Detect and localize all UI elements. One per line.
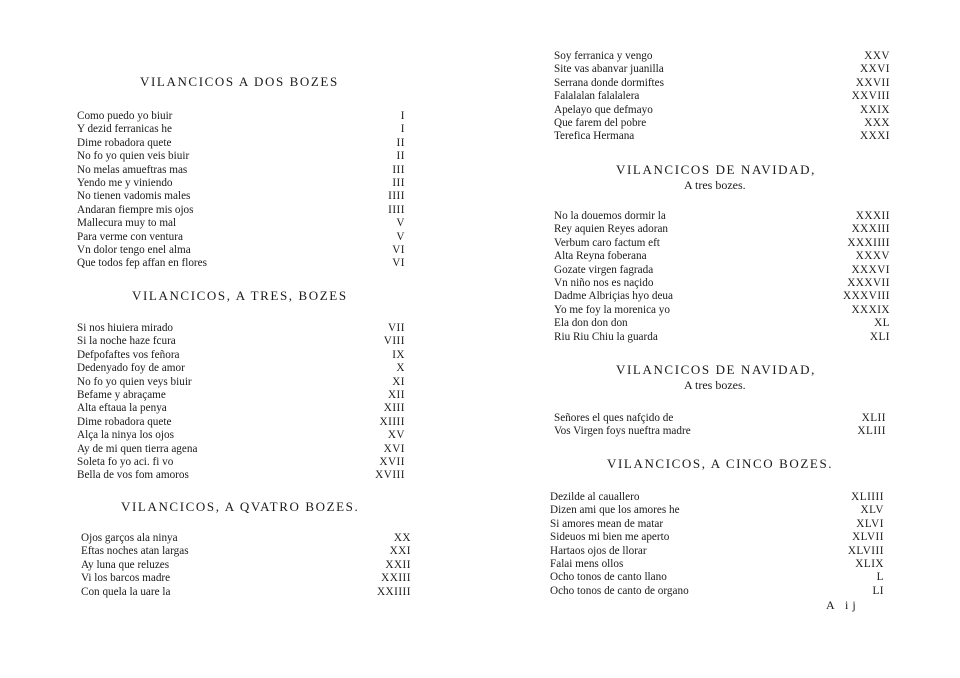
list-item xyxy=(77,217,405,230)
entry-number: IIII xyxy=(388,190,405,203)
list-item xyxy=(554,317,890,330)
list-item xyxy=(77,244,405,257)
list-item xyxy=(81,572,411,585)
entry-number: XLI xyxy=(869,330,890,343)
entry-number: IX xyxy=(392,348,405,361)
entry-list-tres-bozes xyxy=(77,322,405,483)
entry-number: XIIII xyxy=(379,415,405,428)
list-item xyxy=(77,456,405,469)
entry-number: XXXIIII xyxy=(847,236,890,249)
entry-title: Apelayo que defmayo xyxy=(554,103,653,116)
list-item xyxy=(77,429,405,442)
entry-title: Befame y abraçame xyxy=(77,388,166,401)
list-item xyxy=(554,304,890,317)
entry-number: XLVI xyxy=(856,517,884,530)
entry-number: XXII xyxy=(385,558,411,571)
entry-number: X xyxy=(396,362,405,375)
list-item xyxy=(77,164,405,177)
list-item xyxy=(554,77,890,90)
entry-title: Dizen ami que los amores he xyxy=(550,504,680,517)
list-item xyxy=(77,376,405,389)
entry-title: Sideuos mi bien me aperto xyxy=(550,531,670,544)
entry-title: Gozate virgen fagrada xyxy=(554,263,654,276)
entry-list-quatro-bozes xyxy=(81,532,411,599)
entry-title: Eftas noches atan largas xyxy=(81,545,189,558)
entry-title: No tienen vadomis males xyxy=(77,190,191,203)
entry-number: XV xyxy=(387,429,405,442)
entry-title: Vos Virgen foys nueftra madre xyxy=(554,425,691,438)
entry-title: Serrana donde dormiftes xyxy=(554,76,664,89)
entry-number: LI xyxy=(872,584,884,597)
entry-number: XXVIII xyxy=(851,90,890,103)
entry-number: XXVII xyxy=(855,76,890,89)
entry-title: Si nos hiuiera mirado xyxy=(77,322,174,334)
entry-number: XL xyxy=(874,317,890,330)
entry-number: VI xyxy=(392,257,405,270)
entry-number: XIII xyxy=(383,402,405,415)
list-item xyxy=(77,231,405,244)
entry-number: IIII xyxy=(388,203,405,216)
section-heading-quatro-bozes: VILANCICOS, A QVATRO BOZES. xyxy=(121,499,360,514)
entry-number: XXXIII xyxy=(851,223,890,236)
entry-number: XXXVIII xyxy=(843,290,890,303)
entry-number: XXXVII xyxy=(847,276,890,289)
list-item xyxy=(77,257,405,270)
entry-title: Y dezid ferranicas he xyxy=(77,123,172,136)
entry-number: I xyxy=(400,110,405,122)
entry-title: Como puedo yo biuir xyxy=(77,110,173,122)
entry-number: XVIII xyxy=(375,469,405,482)
entry-title: Que todos fep affan en flores xyxy=(77,257,207,270)
entry-list-navidad-1 xyxy=(554,210,890,344)
entry-title: Vn dolor tengo enel alma xyxy=(77,243,191,256)
entry-number: V xyxy=(396,230,405,243)
entry-number: XXIII xyxy=(381,572,411,585)
entry-number: III xyxy=(392,163,405,176)
list-item xyxy=(550,531,884,544)
entry-title: Para verme con ventura xyxy=(77,230,183,243)
entry-title: Vn niño nos es naçido xyxy=(554,276,654,289)
entry-list-dos-bozes xyxy=(77,110,405,271)
entry-number: XLIII xyxy=(857,425,886,438)
list-item xyxy=(77,335,405,348)
entry-title: Bella de vos fom amoros xyxy=(77,469,189,482)
entry-title: Riu Riu Chiu la guarda xyxy=(554,330,658,343)
entry-number: XII xyxy=(387,388,405,401)
entry-title: Andaran fiempre mis ojos xyxy=(77,203,194,216)
section-heading-navidad-2: VILANCICOS DE NAVIDAD, xyxy=(616,362,816,377)
list-item xyxy=(554,90,890,103)
entry-title: Soy ferranica y vengo xyxy=(554,50,653,62)
entry-number: XVII xyxy=(379,455,405,468)
list-item xyxy=(554,412,886,425)
list-item xyxy=(77,469,405,482)
list-item xyxy=(554,223,890,236)
entry-title: Soleta fo yo aci. fi vo xyxy=(77,455,174,468)
entry-number: II xyxy=(396,150,405,163)
entry-number: XXIIII xyxy=(376,585,411,598)
entry-title: Verbum caro factum eft xyxy=(554,236,660,249)
list-item xyxy=(81,559,411,572)
section-heading-cinco-bozes: VILANCICOS, A CINCO BOZES. xyxy=(607,456,834,471)
entry-number: XX xyxy=(393,532,411,544)
list-item xyxy=(554,63,890,76)
list-item xyxy=(77,150,405,163)
list-item xyxy=(77,322,405,335)
list-item xyxy=(554,290,890,303)
entry-title: Con quela la uare la xyxy=(81,585,171,598)
entry-list-continued xyxy=(554,50,890,144)
entry-title: Si amores mean de matar xyxy=(550,517,664,530)
entry-number: XLVII xyxy=(852,531,884,544)
list-item xyxy=(554,331,890,344)
entry-number: XXXVI xyxy=(851,263,890,276)
list-item xyxy=(77,349,405,362)
list-item xyxy=(77,416,405,429)
entry-number: I xyxy=(400,123,405,136)
list-item xyxy=(554,237,890,250)
entry-title: No fo yo quien veys biuir xyxy=(77,375,192,388)
list-item xyxy=(550,545,884,558)
entry-title: Ocho tonos de canto de organo xyxy=(550,584,689,597)
entry-number: VIII xyxy=(383,335,405,348)
entry-number: III xyxy=(392,176,405,189)
list-item xyxy=(554,210,890,223)
entry-title: Que farem del pobre xyxy=(554,116,647,129)
section-subheading-navidad-2: A tres bozes. xyxy=(684,378,746,392)
list-item xyxy=(81,586,411,599)
entry-title: Rey aquien Reyes adoran xyxy=(554,223,669,236)
entry-number: XXI xyxy=(389,545,411,558)
entry-number: XXXI xyxy=(860,130,890,143)
entry-number: XLVIII xyxy=(847,544,884,557)
entry-number: XXV xyxy=(864,50,890,62)
entry-title: Alta Reyna foberana xyxy=(554,250,647,263)
entry-number: XLV xyxy=(860,504,884,517)
entry-title: No fo yo quien veis biuir xyxy=(77,150,190,163)
entry-number: XXXIX xyxy=(851,303,890,316)
entry-title: No melas amueftras mas xyxy=(77,163,188,176)
list-item xyxy=(77,137,405,150)
list-item xyxy=(77,190,405,203)
entry-title: Señores el ques nafçido de xyxy=(554,412,674,424)
list-item xyxy=(554,425,886,438)
entry-number: II xyxy=(396,136,405,149)
list-item xyxy=(77,362,405,375)
entry-title: Dime robadora quete xyxy=(77,415,172,428)
list-item xyxy=(77,123,405,136)
entry-title: No la douemos dormir la xyxy=(554,210,666,222)
entry-title: Ay luna que reluzes xyxy=(81,558,170,571)
entry-title: Site vas abanvar juanilla xyxy=(554,63,664,76)
list-item xyxy=(77,443,405,456)
entry-number: XXIX xyxy=(860,103,890,116)
entry-title: Ay de mi quen tierra agena xyxy=(77,442,198,455)
entry-title: Si la noche haze fcura xyxy=(77,335,176,348)
entry-number: VI xyxy=(392,243,405,256)
list-item xyxy=(550,504,884,517)
section-heading-dos-bozes: VILANCICOS A DOS BOZES xyxy=(140,74,339,89)
entry-title: Dadme Albriçias hyo deua xyxy=(554,290,673,303)
entry-number: V xyxy=(396,217,405,230)
list-item xyxy=(550,518,884,531)
list-item xyxy=(554,130,890,143)
list-item xyxy=(550,558,884,571)
entry-number: XLIIII xyxy=(851,491,884,503)
entry-title: Terefica Hermana xyxy=(554,130,635,143)
list-item xyxy=(77,402,405,415)
list-item xyxy=(550,571,884,584)
page-signature: A ij xyxy=(826,598,860,612)
section-heading-tres-bozes: VILANCICOS, A TRES, BOZES xyxy=(132,288,348,303)
section-subheading-navidad-1: A tres bozes. xyxy=(684,178,746,192)
entry-title: Hartaos ojos de llorar xyxy=(550,544,647,557)
list-item xyxy=(77,177,405,190)
entry-title: Ocho tonos de canto llano xyxy=(550,571,667,584)
entry-number: XVI xyxy=(383,442,405,455)
entry-list-cinco-bozes xyxy=(550,491,884,598)
entry-title: Falai mens ollos xyxy=(550,557,624,570)
list-item xyxy=(554,117,890,130)
entry-number: XXX xyxy=(864,116,890,129)
entry-title: Alta eftaua la penya xyxy=(77,402,167,415)
list-item xyxy=(77,389,405,402)
list-item xyxy=(554,250,890,263)
list-item xyxy=(554,104,890,117)
list-item xyxy=(554,264,890,277)
entry-number: VII xyxy=(387,322,405,334)
entry-title: Dedenyado foy de amor xyxy=(77,362,185,375)
entry-title: Defpofaftes vos feñora xyxy=(77,348,180,361)
list-item xyxy=(77,110,405,123)
entry-number: XI xyxy=(392,375,405,388)
entry-title: Ela don don don xyxy=(554,317,628,330)
entry-title: Alça la ninya los ojos xyxy=(77,429,174,442)
entry-number: XLII xyxy=(861,412,886,424)
entry-number: XXVI xyxy=(860,63,890,76)
entry-number: XXXII xyxy=(855,210,890,222)
list-item xyxy=(554,277,890,290)
entry-title: Mallecura muy to mal xyxy=(77,217,177,230)
list-item xyxy=(550,585,884,598)
entry-number: L xyxy=(876,571,884,584)
list-item xyxy=(550,491,884,504)
entry-title: Falalalan falalalera xyxy=(554,90,640,103)
list-item xyxy=(77,204,405,217)
entry-title: Ojos garços ala ninya xyxy=(81,532,178,544)
entry-title: Dezilde al cauallero xyxy=(550,491,640,503)
entry-title: Yendo me y viniendo xyxy=(77,176,173,189)
list-item xyxy=(81,532,411,545)
entry-number: XLIX xyxy=(855,557,884,570)
entry-title: Dime robadora quete xyxy=(77,136,172,149)
section-heading-navidad-1: VILANCICOS DE NAVIDAD, xyxy=(616,162,816,177)
list-item xyxy=(81,545,411,558)
entry-title: Vi los barcos madre xyxy=(81,572,171,585)
entry-number: XXXV xyxy=(855,250,890,263)
entry-list-navidad-2 xyxy=(554,412,886,439)
list-item xyxy=(554,50,890,63)
entry-title: Yo me foy la morenica yo xyxy=(554,303,670,316)
